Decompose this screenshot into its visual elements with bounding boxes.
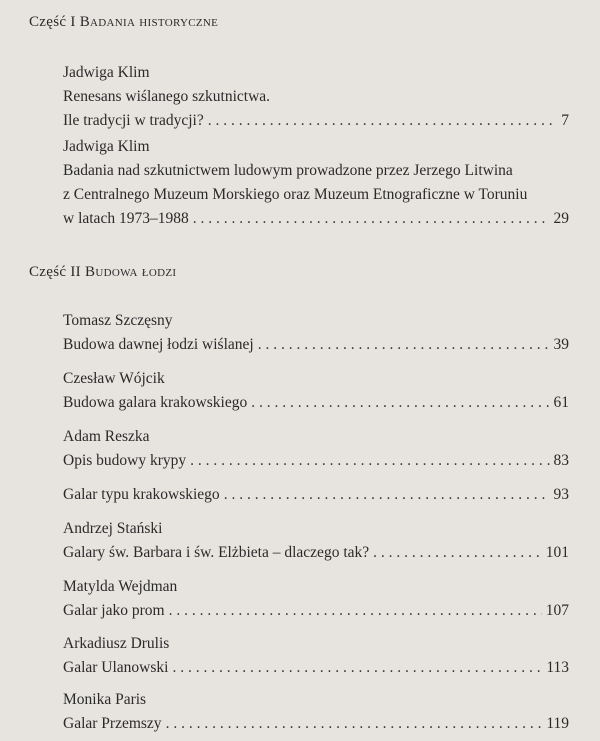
part-number: Część II: [29, 264, 81, 280]
entry-final-line: [63, 449, 569, 473]
entry-title: Galar Ulanowski: [63, 659, 169, 676]
dot-leader: [224, 483, 550, 507]
entry-author: Adam Reszka: [63, 428, 150, 445]
page-number: 39: [553, 336, 569, 353]
toc-entry[interactable]: [63, 632, 569, 680]
entry-title: Opis budowy krypy: [63, 452, 187, 469]
toc-entry[interactable]: [63, 517, 569, 565]
entry-title: Ile tradycji w tradycji?: [63, 112, 204, 129]
entry-author: Arkadiusz Drulis: [63, 635, 170, 652]
entry-author: Monika Paris: [63, 691, 147, 708]
entry-author: Czesław Wójcik: [63, 370, 165, 387]
entry-title-line: Badania nad szkutnictwem ludowym prowadzone przez Jerzego Litwina: [63, 162, 513, 179]
page-number: 107: [545, 602, 569, 619]
dot-leader: [169, 599, 542, 623]
entry-final-line: [63, 391, 569, 415]
entry-final-line: [63, 541, 569, 565]
entry-final-line: [63, 483, 569, 507]
dot-leader: [172, 656, 542, 680]
entry-title-line: z Centralnego Muzeum Morskiego oraz Muzeum Etnograficzne w Toruniu: [63, 186, 528, 203]
entry-final-line: [63, 599, 569, 623]
dot-leader: [258, 333, 550, 357]
toc-entry[interactable]: [63, 425, 569, 473]
entry-final-line: [63, 712, 569, 736]
page-number: 83: [553, 452, 569, 469]
entry-author: Tomasz Szczęsny: [63, 312, 173, 329]
toc-entry[interactable]: [63, 61, 569, 133]
toc-entry[interactable]: [63, 575, 569, 623]
entry-author: Matylda Wejdman: [63, 578, 178, 595]
part-title: Badania historyczne: [79, 14, 219, 30]
page-number: 93: [553, 486, 569, 503]
page-number: 113: [546, 659, 569, 676]
entry-author: Jadwiga Klim: [63, 138, 150, 155]
toc-entry[interactable]: [63, 135, 569, 231]
entry-final-line: [63, 333, 569, 357]
entry-author: Jadwiga Klim: [63, 64, 150, 81]
part-title: Budowa łodzi: [85, 264, 177, 280]
dot-leader: [373, 541, 542, 565]
part-number: Część I: [29, 14, 76, 30]
part-heading: [29, 14, 218, 31]
entry-title: w latach 1973–1988: [63, 210, 189, 227]
entry-final-line: [63, 656, 569, 680]
toc-entry[interactable]: [63, 688, 569, 736]
part-heading: [29, 264, 176, 281]
toc-entry[interactable]: [63, 309, 569, 357]
entry-title: Galary św. Barbara i św. Elżbieta – dlaczego tak?: [63, 544, 370, 561]
page-number: 29: [553, 210, 569, 227]
entry-title-line: Renesans wiślanego szkutnictwa.: [63, 88, 271, 105]
dot-leader: [166, 712, 543, 736]
dot-leader: [193, 207, 550, 231]
page-number: 61: [553, 394, 569, 411]
entry-title: Budowa dawnej łodzi wiślanej: [63, 336, 254, 353]
dot-leader: [190, 449, 549, 473]
entry-final-line: [63, 207, 569, 231]
entry-final-line: [63, 109, 569, 133]
page-number: 119: [546, 715, 569, 732]
toc-entry[interactable]: [63, 367, 569, 415]
dot-leader: [208, 109, 555, 133]
dot-leader: [251, 391, 549, 415]
toc-entry[interactable]: [63, 483, 569, 507]
page-number: 7: [561, 112, 569, 129]
page-number: 101: [545, 544, 569, 561]
entry-title: Budowa galara krakowskiego: [63, 394, 248, 411]
entry-title: Galar typu krakowskiego: [63, 486, 220, 503]
entry-title: Galar jako prom: [63, 602, 165, 619]
entry-title: Galar Przemszy: [63, 715, 162, 732]
entry-author: Andrzej Stański: [63, 520, 163, 537]
